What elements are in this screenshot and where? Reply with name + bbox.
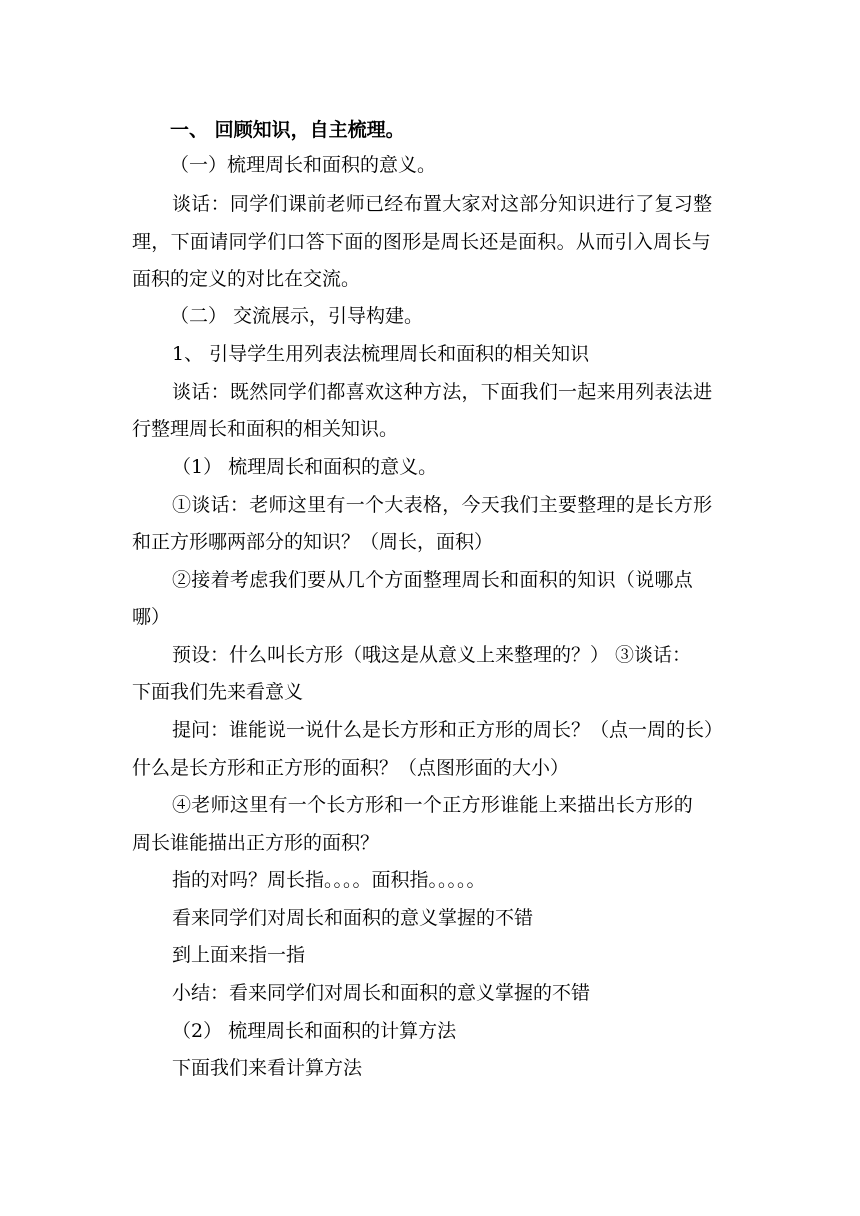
- paragraph-line: 预设：什么叫长方形（哦这是从意义上来整理的？） ③谈话：: [172, 644, 692, 666]
- paragraph-line: 周长谁能描出正方形的面积？: [132, 832, 380, 854]
- item-title: （1） 梳理周长和面积的意义。: [172, 456, 438, 478]
- paragraph-line: 下面我们先来看意义: [132, 681, 304, 703]
- item-title: 1、 引导学生用列表法梳理周长和面积的相关知识: [172, 343, 590, 365]
- paragraph-line: 下面我们来看计算方法: [172, 1057, 363, 1079]
- paragraph-line: 谈话：既然同学们都喜欢这种方法，下面我们一起来用列表法进: [172, 381, 713, 403]
- section-heading: 一、 回顾知识，自主梳理。: [170, 119, 405, 141]
- subsection-title: （二） 交流展示，引导构建。: [170, 305, 424, 327]
- item-title: （2） 梳理周长和面积的计算方法: [172, 1020, 457, 1042]
- paragraph-line: 和正方形哪两部分的知识？（周长，面积）: [132, 531, 494, 553]
- paragraph-line: 提问：谁能说一说什么是长方形和正方形的周长？（点一周的长）: [172, 719, 724, 741]
- paragraph-line: 看来同学们对周长和面积的意义掌握的不错: [172, 907, 534, 929]
- paragraph-line: 什么是长方形和正方形的面积？（点图形面的大小）: [132, 757, 570, 779]
- paragraph-line: 行整理周长和面积的相关知识。: [132, 418, 399, 440]
- paragraph-line: ①谈话：老师这里有一个大表格，今天我们主要整理的是长方形: [172, 494, 713, 516]
- paragraph-line: 到上面来指一指: [172, 944, 306, 966]
- paragraph-line: 面积的定义的对比在交流。: [132, 268, 361, 290]
- paragraph-line: ④老师这里有一个长方形和一个正方形谁能上来描出长方形的: [172, 794, 694, 816]
- paragraph-line: 小结：看来同学们对周长和面积的意义掌握的不错: [172, 982, 591, 1004]
- paragraph-line: 哪）: [132, 606, 171, 628]
- paragraph-line: ②接着考虑我们要从几个方面整理周长和面积的知识（说哪点: [172, 569, 694, 591]
- paragraph-line: 理，下面请同学们口答下面的图形是周长还是面积。从而引入周长与: [132, 231, 712, 253]
- paragraph-line: 指的对吗？周长指。。。。面积指。。。。。: [172, 869, 486, 891]
- subsection-title: （一）梳理周长和面积的意义。: [170, 154, 437, 176]
- paragraph-line: 谈话：同学们课前老师已经布置大家对这部分知识进行了复习整: [172, 193, 713, 215]
